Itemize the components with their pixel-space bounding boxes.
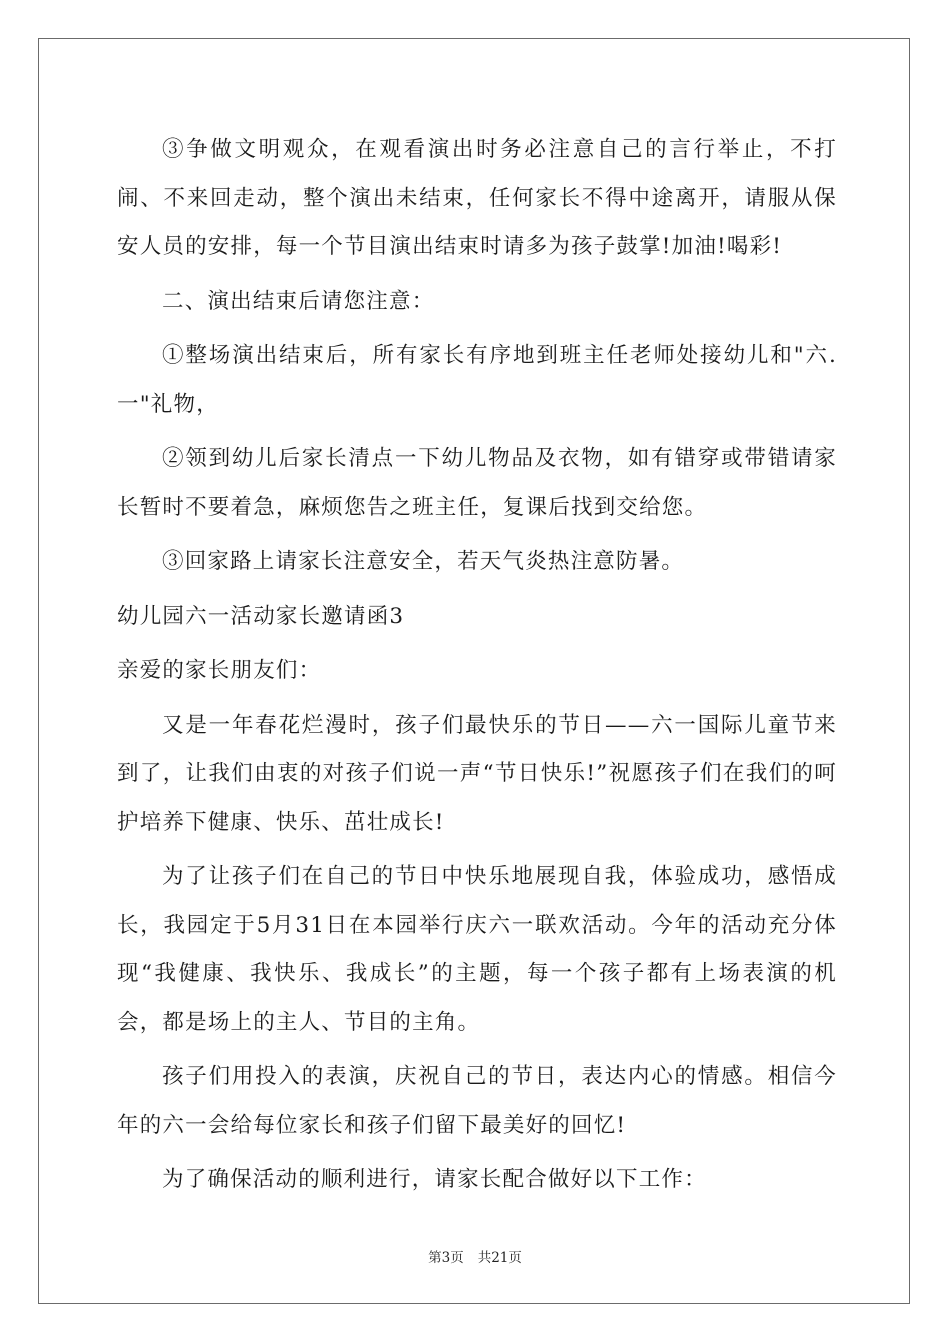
letter-title: 幼儿园六一活动家长邀请函3	[117, 603, 405, 629]
paragraph-after-rule-1: ①整场演出结束后，所有家长有序地到班主任老师处接幼儿和"六.一"礼物，	[117, 343, 837, 417]
document-body	[117, 126, 837, 1211]
paragraph-rule-3-audience: ③争做文明观众，在观看演出时务必注意自己的言行举止，不打闹、不来回走动，整个演出未结束，任何家长不得中途离开，请服从保安人员的安排，每一个节目演出结束时请多为孩子鼓掌!加油!喝彩!	[117, 137, 837, 259]
page-footer	[0, 1246, 950, 1266]
paragraph-after-rule-3: ③回家路上请家长注意安全，若天气炎热注意防暑。	[162, 549, 685, 574]
section-heading-after-show: 二、演出结束后请您注意：	[162, 288, 435, 314]
letter-paragraph-cooperation: 为了确保活动的顺利进行，请家长配合做好以下工作：	[162, 1167, 707, 1192]
paragraph-after-rule-2: ②领到幼儿后家长清点一下幼儿物品及衣物，如有错穿或带错请家长暂时不要着急，麻烦您告之班主任，复课后找到交给您。	[117, 446, 837, 520]
letter-paragraph-event: 为了让孩子们在自己的节日中快乐地展现自我，体验成功，感悟成长，我园定于5月31日在本园举行庆六一联欢活动。今年的活动充分体现“我健康、我快乐、我成长”的主题，每一个孩子都有上场表演的机会，都是场上的主人、节目的主角。	[117, 864, 837, 1035]
letter-salutation: 亲爱的家长朋友们：	[117, 658, 322, 683]
page-total: 共21页	[477, 1250, 522, 1266]
letter-paragraph-intro: 又是一年春花烂漫时，孩子们最快乐的节日——六一国际儿童节来到了，让我们由衷的对孩子们说一声“节日快乐!”祝愿孩子们在我们的呵护培养下健康、快乐、茁壮成长!	[117, 712, 837, 835]
page-number: 第3页	[428, 1250, 464, 1266]
letter-paragraph-memories: 孩子们用投入的表演，庆祝自己的节日，表达内心的情感。相信今年的六一会给每位家长和孩子们留下最美好的回忆!	[117, 1064, 837, 1138]
